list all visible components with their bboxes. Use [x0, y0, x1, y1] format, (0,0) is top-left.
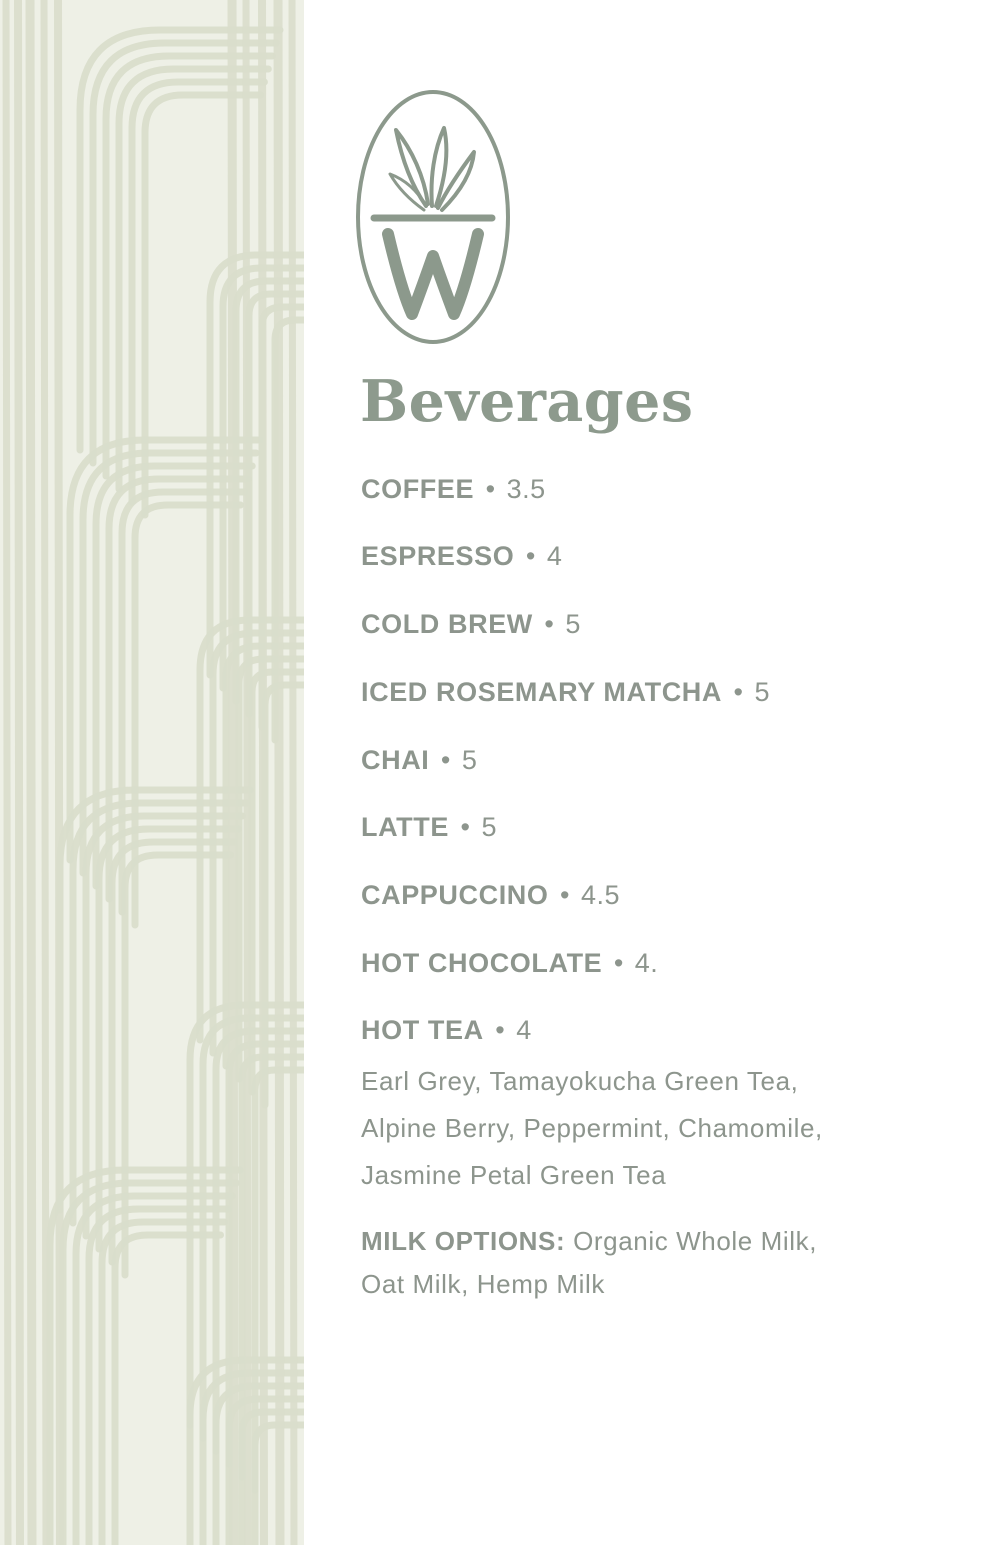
w-plant-logo-icon	[354, 88, 512, 346]
tea-variety-line: Earl Grey, Tamayokucha Green Tea,	[361, 1066, 799, 1096]
price-separator: •	[460, 812, 470, 842]
menu-item-name: CHAI	[361, 745, 430, 775]
milk-options	[361, 1220, 817, 1306]
tea-variety-line: Alpine Berry, Peppermint, Chamomile,	[361, 1113, 823, 1143]
menu-item-name: ICED ROSEMARY MATCHA	[361, 677, 723, 707]
menu-item	[361, 474, 546, 505]
milk-options-label: MILK OPTIONS:	[361, 1226, 566, 1256]
menu-title: Beverages	[360, 368, 694, 435]
menu-item	[361, 677, 770, 708]
price-separator: •	[544, 609, 554, 639]
menu-item-price: 3.5	[506, 474, 546, 504]
menu-item-name: ESPRESSO	[361, 541, 515, 571]
price-separator: •	[560, 880, 570, 910]
menu-item	[361, 948, 658, 979]
menu-item-name: COFFEE	[361, 474, 475, 504]
menu-item-price: 5	[565, 609, 581, 639]
brush-stroke-pattern	[0, 0, 304, 1545]
price-separator: •	[733, 677, 743, 707]
price-separator: •	[495, 1015, 505, 1045]
menu-item-name: HOT CHOCOLATE	[361, 948, 603, 978]
menu-item	[361, 812, 497, 843]
menu-item-name: COLD BREW	[361, 609, 533, 639]
menu-item-price: 4.5	[581, 880, 621, 910]
menu-item-price: 5	[481, 812, 497, 842]
menu-item	[361, 1015, 532, 1046]
menu-item-name: LATTE	[361, 812, 449, 842]
menu-item-name: HOT TEA	[361, 1015, 484, 1045]
tea-varieties	[361, 1058, 823, 1199]
menu-item-price: 4.	[634, 948, 659, 978]
menu-item-price: 5	[461, 745, 478, 775]
menu-item-name: CAPPUCCINO	[361, 880, 549, 910]
price-separator: •	[613, 948, 624, 978]
menu-item-price: 4	[546, 541, 563, 571]
menu-item-price: 4	[516, 1015, 532, 1045]
menu-item	[361, 541, 562, 572]
menu-item	[361, 609, 581, 640]
price-separator: •	[440, 745, 451, 775]
menu-item-price: 5	[754, 677, 771, 707]
price-separator: •	[485, 474, 496, 504]
tea-variety-line: Jasmine Petal Green Tea	[361, 1160, 667, 1190]
menu-item	[361, 745, 477, 776]
milk-options-line: Organic Whole Milk,	[573, 1226, 818, 1256]
price-separator: •	[525, 541, 536, 571]
menu-item	[361, 880, 620, 911]
milk-options-line: Oat Milk, Hemp Milk	[361, 1269, 605, 1299]
